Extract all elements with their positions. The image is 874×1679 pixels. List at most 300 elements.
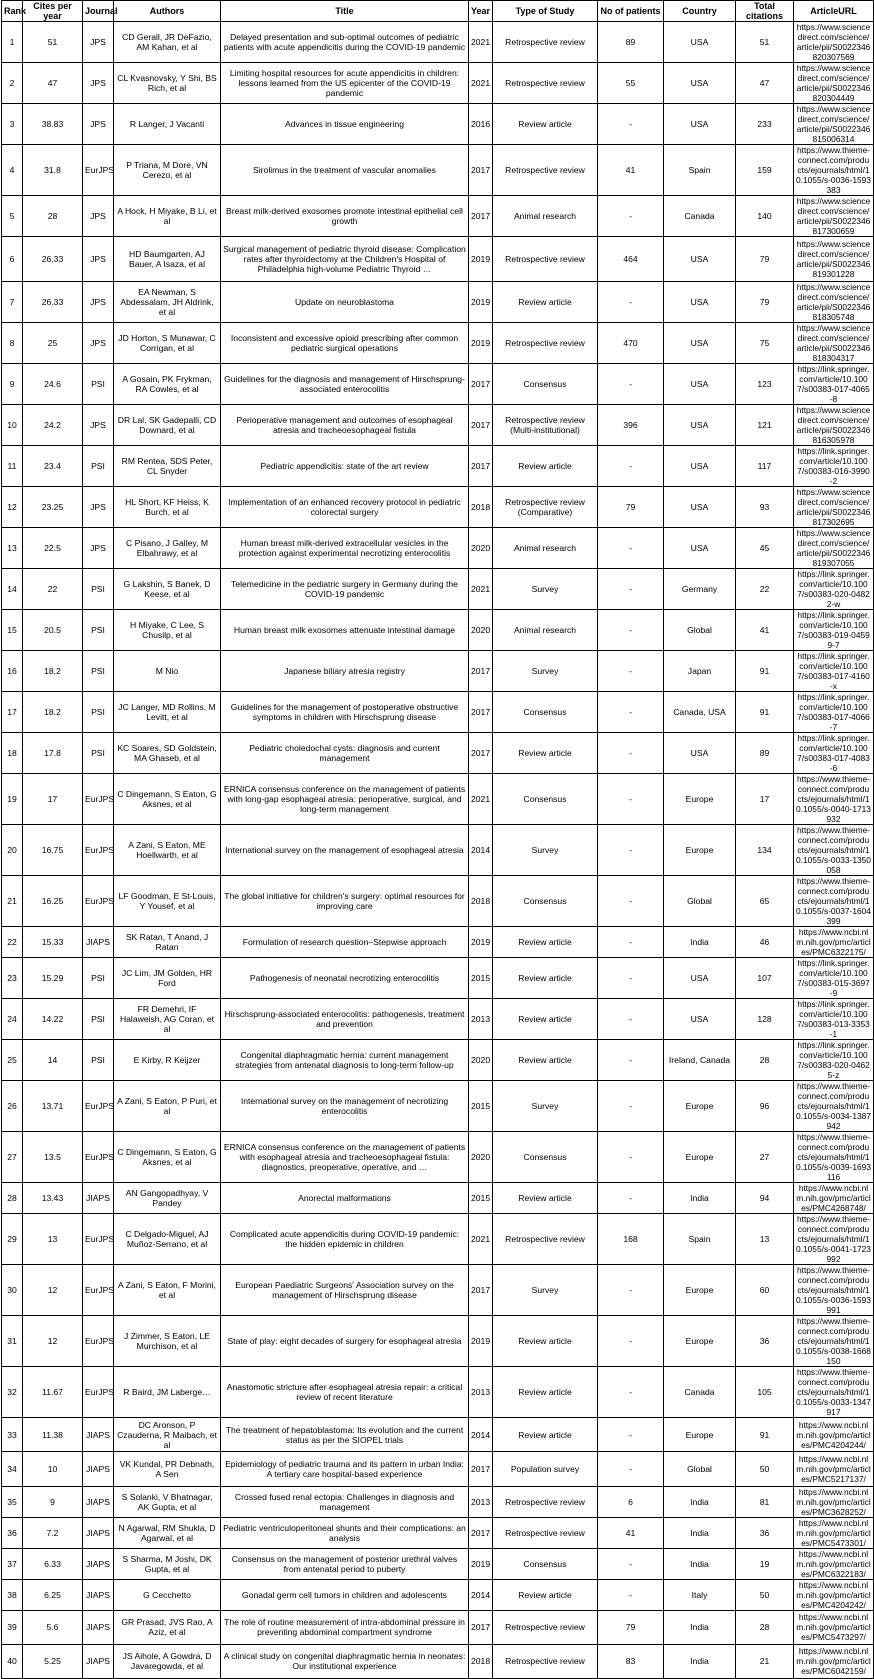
- article-url-cell[interactable]: https://link.springer.com/article/10.1007/s00383-020-04822-w: [794, 569, 874, 610]
- type-of-study-cell: Review article: [493, 958, 598, 999]
- journal-cell: PSI: [83, 958, 114, 999]
- table-row: [2, 22, 874, 63]
- title-cell: Delayed presentation and sub-optimal outcomes of pediatric patients with acute appendicitis during the COVID-19 pandemic: [221, 22, 469, 63]
- year-cell: 2020: [469, 1040, 493, 1081]
- year-cell: 2017: [469, 1265, 493, 1316]
- total-citations-cell: 107: [736, 958, 794, 999]
- total-citations-cell: 45: [736, 528, 794, 569]
- type-of-study-cell: Survey: [493, 1081, 598, 1132]
- type-of-study-cell: Retrospective review: [493, 63, 598, 104]
- authors-cell: DR Lal, SK Gadepalli, CD Downard, et al: [114, 405, 221, 446]
- table-row: [2, 1367, 874, 1418]
- cites-per-year-cell: 6.33: [23, 1548, 83, 1579]
- cites-per-year-cell: 28: [23, 196, 83, 237]
- article-url-cell[interactable]: https://www.ncbi.nlm.nih.gov/pmc/articles/PMC5473301/: [794, 1517, 874, 1548]
- journal-cell: JPS: [83, 405, 114, 446]
- cites-per-year-cell: 7.2: [23, 1517, 83, 1548]
- journal-cell: JPS: [83, 104, 114, 145]
- rank-cell: 6: [2, 237, 23, 282]
- type-of-study-cell: Retrospective review (Comparative): [493, 487, 598, 528]
- authors-cell: C Dingemann, S Eaton, G Aksnes, et al: [114, 774, 221, 825]
- journal-cell: EurJPS: [83, 1316, 114, 1367]
- journal-cell: JPS: [83, 528, 114, 569]
- year-cell: 2013: [469, 1486, 493, 1517]
- article-url-cell[interactable]: https://www.ncbi.nlm.nih.gov/pmc/articles/PMC6042159/: [794, 1644, 874, 1678]
- type-of-study-cell: Review article: [493, 446, 598, 487]
- rank-cell: 40: [2, 1644, 23, 1678]
- patients-cell: -: [598, 364, 664, 405]
- total-citations-cell: 123: [736, 364, 794, 405]
- total-citations-cell: 121: [736, 405, 794, 446]
- article-url-cell[interactable]: https://www.sciencedirect.com/science/article/pii/S0022346819307055: [794, 528, 874, 569]
- title-cell: The treatment of hepatoblastoma: Its evolution and the current status as per the SIOPEL trials: [221, 1418, 469, 1452]
- article-url-cell[interactable]: https://www.thieme-connect.com/products/ejournals/html/10.1055/s-0036-1593991: [794, 1265, 874, 1316]
- authors-cell: A Hock, H Miyake, B Li, et al: [114, 196, 221, 237]
- article-url-cell[interactable]: https://www.thieme-connect.com/products/ejournals/html/10.1055/s-0036-1593383: [794, 145, 874, 196]
- cites-per-year-cell: 51: [23, 22, 83, 63]
- type-of-study-cell: Review article: [493, 1183, 598, 1214]
- country-cell: Spain: [664, 145, 736, 196]
- article-url-cell[interactable]: https://www.thieme-connect.com/products/ejournals/html/10.1055/s-0038-1668150: [794, 1316, 874, 1367]
- table-row: [2, 63, 874, 104]
- total-citations-cell: 28: [736, 1040, 794, 1081]
- table-row: [2, 1081, 874, 1132]
- year-cell: 2021: [469, 22, 493, 63]
- article-url-cell[interactable]: https://link.springer.com/article/10.1007/s00383-015-3697-9: [794, 958, 874, 999]
- country-cell: USA: [664, 323, 736, 364]
- total-citations-cell: 233: [736, 104, 794, 145]
- country-cell: Canada: [664, 196, 736, 237]
- article-url-cell[interactable]: https://www.sciencedirect.com/science/article/pii/S0022346816305978: [794, 405, 874, 446]
- country-cell: Europe: [664, 1316, 736, 1367]
- patients-cell: -: [598, 104, 664, 145]
- country-cell: Spain: [664, 1214, 736, 1265]
- rank-cell: 20: [2, 825, 23, 876]
- authors-cell: KC Soares, SD Goldstein, MA Ghaseb, et al: [114, 733, 221, 774]
- cites-per-year-cell: 14.22: [23, 999, 83, 1040]
- rank-cell: 26: [2, 1081, 23, 1132]
- patients-cell: 470: [598, 323, 664, 364]
- journal-cell: JPS: [83, 237, 114, 282]
- total-citations-cell: 93: [736, 487, 794, 528]
- authors-cell: JC Langer, MD Rollins, M Levitt, et al: [114, 692, 221, 733]
- rank-cell: 23: [2, 958, 23, 999]
- journal-cell: EurJPS: [83, 1265, 114, 1316]
- table-row: [2, 774, 874, 825]
- year-cell: 2020: [469, 610, 493, 651]
- country-cell: India: [664, 1610, 736, 1644]
- country-cell: USA: [664, 237, 736, 282]
- year-cell: 2017: [469, 1517, 493, 1548]
- article-url-cell[interactable]: https://www.thieme-connect.com/products/ejournals/html/10.1055/s-0040-1713932: [794, 774, 874, 825]
- journal-cell: JIAPS: [83, 1548, 114, 1579]
- year-cell: 2019: [469, 282, 493, 323]
- patients-cell: -: [598, 1132, 664, 1183]
- type-of-study-cell: Review article: [493, 927, 598, 958]
- rank-cell: 37: [2, 1548, 23, 1579]
- rank-cell: 14: [2, 569, 23, 610]
- journal-cell: JIAPS: [83, 1486, 114, 1517]
- country-cell: India: [664, 1548, 736, 1579]
- cites-per-year-cell: 11.67: [23, 1367, 83, 1418]
- rank-cell: 38: [2, 1579, 23, 1610]
- year-cell: 2018: [469, 487, 493, 528]
- title-cell: The role of routine measurement of intra-abdominal pressure in preventing abdominal compartment syndrome: [221, 1610, 469, 1644]
- type-of-study-cell: Consensus: [493, 692, 598, 733]
- header-row: [2, 1, 874, 22]
- journal-cell: EurJPS: [83, 1214, 114, 1265]
- title-cell: Human breast milk-derived extracellular vesicles in the protection against experimental necrotizing enterocolitis: [221, 528, 469, 569]
- country-cell: Global: [664, 1452, 736, 1486]
- cites-per-year-cell: 22: [23, 569, 83, 610]
- type-of-study-cell: Retrospective review (Multi-institutional): [493, 405, 598, 446]
- journal-cell: PSI: [83, 1040, 114, 1081]
- total-citations-cell: 159: [736, 145, 794, 196]
- rank-cell: 24: [2, 999, 23, 1040]
- table-row: [2, 1579, 874, 1610]
- country-cell: India: [664, 1517, 736, 1548]
- total-citations-cell: 50: [736, 1452, 794, 1486]
- cites-per-year-cell: 14: [23, 1040, 83, 1081]
- rank-cell: 8: [2, 323, 23, 364]
- article-url-cell[interactable]: https://link.springer.com/article/10.1007/s00383-017-4160-x: [794, 651, 874, 692]
- authors-cell: C Delgado-Miguel, AJ Muñoz-Serrano, et al: [114, 1214, 221, 1265]
- type-of-study-cell: Animal research: [493, 196, 598, 237]
- title-cell: Pediatric choledochal cysts: diagnosis and current management: [221, 733, 469, 774]
- total-citations-cell: 13: [736, 1214, 794, 1265]
- table-row: [2, 323, 874, 364]
- patients-cell: -: [598, 825, 664, 876]
- rank-cell: 5: [2, 196, 23, 237]
- patients-cell: 6: [598, 1486, 664, 1517]
- year-cell: 2014: [469, 825, 493, 876]
- year-cell: 2014: [469, 1418, 493, 1452]
- rank-cell: 11: [2, 446, 23, 487]
- cites-per-year-cell: 23.25: [23, 487, 83, 528]
- article-url-cell[interactable]: https://www.sciencedirect.com/science/article/pii/S0022346815006314: [794, 104, 874, 145]
- patients-cell: -: [598, 1183, 664, 1214]
- year-cell: 2018: [469, 1644, 493, 1678]
- patients-cell: -: [598, 692, 664, 733]
- patients-cell: 55: [598, 63, 664, 104]
- article-url-cell[interactable]: https://www.thieme-connect.com/products/ejournals/html/10.1055/s-0037-1604399: [794, 876, 874, 927]
- article-url-cell[interactable]: https://www.ncbi.nlm.nih.gov/pmc/articles/PMC6322175/: [794, 927, 874, 958]
- type-of-study-cell: Retrospective review: [493, 1517, 598, 1548]
- country-cell: India: [664, 1644, 736, 1678]
- header-article-url: ArticleURL: [794, 1, 874, 22]
- article-url-cell[interactable]: https://www.thieme-connect.com/products/ejournals/html/10.1055/s-0039-1693116: [794, 1132, 874, 1183]
- header-no-of-patients: No of patients: [598, 1, 664, 22]
- article-url-cell[interactable]: https://www.ncbi.nlm.nih.gov/pmc/articles/PMC4204244/: [794, 1418, 874, 1452]
- table-row: [2, 1132, 874, 1183]
- authors-cell: VK Kundal, PR Debnath, A Sen: [114, 1452, 221, 1486]
- article-url-cell[interactable]: https://www.sciencedirect.com/science/article/pii/S0022346820304449: [794, 63, 874, 104]
- country-cell: USA: [664, 22, 736, 63]
- table-row: [2, 569, 874, 610]
- authors-cell: J Zimmer, S Eaton, LE Murchison, et al: [114, 1316, 221, 1367]
- cites-per-year-cell: 9: [23, 1486, 83, 1517]
- rank-cell: 10: [2, 405, 23, 446]
- cites-per-year-cell: 20.5: [23, 610, 83, 651]
- authors-cell: JD Horton, S Munawar, C Corrigan, et al: [114, 323, 221, 364]
- type-of-study-cell: Consensus: [493, 364, 598, 405]
- authors-cell: DC Aronson, P Czauderna, R Maibach, et al: [114, 1418, 221, 1452]
- year-cell: 2021: [469, 1214, 493, 1265]
- article-url-cell[interactable]: https://link.springer.com/article/10.1007/s00383-017-4066-7: [794, 692, 874, 733]
- article-url-cell[interactable]: https://www.thieme-connect.com/products/ejournals/html/10.1055/s-0034-1387942: [794, 1081, 874, 1132]
- table-row: [2, 1452, 874, 1486]
- authors-cell: RM Rentea, SDS Peter, CL Snyder: [114, 446, 221, 487]
- article-url-cell[interactable]: https://www.ncbi.nlm.nih.gov/pmc/articles/PMC6322183/: [794, 1548, 874, 1579]
- patients-cell: 89: [598, 22, 664, 63]
- year-cell: 2016: [469, 104, 493, 145]
- year-cell: 2015: [469, 958, 493, 999]
- country-cell: USA: [664, 405, 736, 446]
- title-cell: ERNICA consensus conference on the management of patients with esophageal atresia and tracheoesophageal fistula: diagnostics, preoperative, operative, and …: [221, 1132, 469, 1183]
- cites-per-year-cell: 47: [23, 63, 83, 104]
- total-citations-cell: 50: [736, 1579, 794, 1610]
- type-of-study-cell: Retrospective review: [493, 145, 598, 196]
- rank-cell: 16: [2, 651, 23, 692]
- rank-cell: 9: [2, 364, 23, 405]
- article-url-cell[interactable]: https://www.thieme-connect.com/products/ejournals/html/10.1055/s-0033-1350058: [794, 825, 874, 876]
- rank-cell: 28: [2, 1183, 23, 1214]
- table-row: [2, 1040, 874, 1081]
- rank-cell: 2: [2, 63, 23, 104]
- total-citations-cell: 89: [736, 733, 794, 774]
- title-cell: A clinical study on congenital diaphragmatic hernia in neonates: Our institutional experience: [221, 1644, 469, 1678]
- cites-per-year-cell: 11.38: [23, 1418, 83, 1452]
- header-authors: Authors: [114, 1, 221, 22]
- patients-cell: 83: [598, 1644, 664, 1678]
- cites-per-year-cell: 24.2: [23, 405, 83, 446]
- title-cell: Japanese biliary atresia registry: [221, 651, 469, 692]
- type-of-study-cell: Retrospective review: [493, 1486, 598, 1517]
- table-row: [2, 1610, 874, 1644]
- header-country: Country: [664, 1, 736, 22]
- title-cell: Sirolimus in the treatment of vascular anomalies: [221, 145, 469, 196]
- rank-cell: 21: [2, 876, 23, 927]
- article-url-cell[interactable]: https://www.thieme-connect.com/products/ejournals/html/10.1055/s-0033-1347917: [794, 1367, 874, 1418]
- table-row: [2, 610, 874, 651]
- title-cell: Formulation of research question–Stepwise approach: [221, 927, 469, 958]
- year-cell: 2013: [469, 1367, 493, 1418]
- cites-per-year-cell: 26.33: [23, 282, 83, 323]
- title-cell: Epidemiology of pediatric trauma and its pattern in urban India: A tertiary care hospital-based experience: [221, 1452, 469, 1486]
- article-url-cell[interactable]: https://link.springer.com/article/10.1007/s00383-019-04599-7: [794, 610, 874, 651]
- cites-per-year-cell: 38.83: [23, 104, 83, 145]
- year-cell: 2015: [469, 1081, 493, 1132]
- type-of-study-cell: Consensus: [493, 1548, 598, 1579]
- type-of-study-cell: Population survey: [493, 1452, 598, 1486]
- authors-cell: HL Short, KF Heiss, K Burch, et al: [114, 487, 221, 528]
- year-cell: 2021: [469, 569, 493, 610]
- title-cell: Crossed fused renal ectopia: Challenges in diagnosis and management: [221, 1486, 469, 1517]
- patients-cell: -: [598, 774, 664, 825]
- country-cell: India: [664, 1183, 736, 1214]
- total-citations-cell: 94: [736, 1183, 794, 1214]
- patients-cell: -: [598, 927, 664, 958]
- cites-per-year-cell: 25: [23, 323, 83, 364]
- year-cell: 2019: [469, 927, 493, 958]
- country-cell: USA: [664, 958, 736, 999]
- year-cell: 2017: [469, 1610, 493, 1644]
- article-url-cell[interactable]: https://www.thieme-connect.com/products/ejournals/html/10.1055/s-0041-1723992: [794, 1214, 874, 1265]
- article-url-cell[interactable]: https://www.sciencedirect.com/science/article/pii/S0022346817302695: [794, 487, 874, 528]
- article-url-cell[interactable]: https://www.ncbi.nlm.nih.gov/pmc/articles/PMC3628252/: [794, 1486, 874, 1517]
- rank-cell: 15: [2, 610, 23, 651]
- journal-cell: JIAPS: [83, 1610, 114, 1644]
- country-cell: USA: [664, 282, 736, 323]
- type-of-study-cell: Review article: [493, 1367, 598, 1418]
- type-of-study-cell: Review article: [493, 104, 598, 145]
- year-cell: 2014: [469, 1579, 493, 1610]
- patients-cell: 41: [598, 145, 664, 196]
- patients-cell: -: [598, 1081, 664, 1132]
- authors-cell: CD Gerall, JR DeFazio, AM Kahan, et al: [114, 22, 221, 63]
- cites-per-year-cell: 17: [23, 774, 83, 825]
- authors-cell: FR Demehri, IF Halaweish, AG Coran, et al: [114, 999, 221, 1040]
- total-citations-cell: 75: [736, 323, 794, 364]
- type-of-study-cell: Retrospective review: [493, 1644, 598, 1678]
- year-cell: 2019: [469, 237, 493, 282]
- rank-cell: 25: [2, 1040, 23, 1081]
- table-row: [2, 733, 874, 774]
- title-cell: Pediatric ventriculoperitoneal shunts and their complications: an analysis: [221, 1517, 469, 1548]
- journal-cell: PSI: [83, 999, 114, 1040]
- cites-per-year-cell: 5.6: [23, 1610, 83, 1644]
- article-url-cell[interactable]: https://www.sciencedirect.com/science/article/pii/S0022346818304317: [794, 323, 874, 364]
- type-of-study-cell: Retrospective review: [493, 237, 598, 282]
- total-citations-cell: 51: [736, 22, 794, 63]
- year-cell: 2020: [469, 528, 493, 569]
- title-cell: Breast milk-derived exosomes promote intestinal epithelial cell growth: [221, 196, 469, 237]
- country-cell: India: [664, 1486, 736, 1517]
- cites-per-year-cell: 13.71: [23, 1081, 83, 1132]
- journal-cell: PSI: [83, 733, 114, 774]
- country-cell: Europe: [664, 774, 736, 825]
- country-cell: Global: [664, 610, 736, 651]
- article-url-cell[interactable]: https://link.springer.com/article/10.1007/s00383-013-3353-1: [794, 999, 874, 1040]
- header-title: Title: [221, 1, 469, 22]
- patients-cell: -: [598, 1367, 664, 1418]
- patients-cell: -: [598, 999, 664, 1040]
- rank-cell: 34: [2, 1452, 23, 1486]
- article-url-cell[interactable]: https://link.springer.com/article/10.1007/s00383-020-04625-z: [794, 1040, 874, 1081]
- article-url-cell[interactable]: https://link.springer.com/article/10.1007/s00383-017-4065-8: [794, 364, 874, 405]
- patients-cell: -: [598, 651, 664, 692]
- article-url-cell[interactable]: https://www.ncbi.nlm.nih.gov/pmc/articles/PMC4204242/: [794, 1579, 874, 1610]
- title-cell: State of play: eight decades of surgery for esophageal atresia: [221, 1316, 469, 1367]
- authors-cell: C Dingemann, S Eaton, G Aksnes, et al: [114, 1132, 221, 1183]
- type-of-study-cell: Animal research: [493, 610, 598, 651]
- type-of-study-cell: Review article: [493, 1316, 598, 1367]
- year-cell: 2013: [469, 999, 493, 1040]
- total-citations-cell: 96: [736, 1081, 794, 1132]
- title-cell: Surgical management of pediatric thyroid disease: Complication rates after thyroidectomy at the Children's Hospital of Philadelphia high-volume Pediatric Thyroid …: [221, 237, 469, 282]
- year-cell: 2020: [469, 1132, 493, 1183]
- year-cell: 2021: [469, 63, 493, 104]
- authors-cell: GR Prasad, JVS Rao, A Aziz, et al: [114, 1610, 221, 1644]
- patients-cell: -: [598, 569, 664, 610]
- journal-cell: PSI: [83, 651, 114, 692]
- authors-cell: CL Kvasnovsky, Y Shi, BS Rich, et al: [114, 63, 221, 104]
- article-url-cell[interactable]: https://www.ncbi.nlm.nih.gov/pmc/articles/PMC5217137/: [794, 1452, 874, 1486]
- article-url-cell[interactable]: https://www.sciencedirect.com/science/article/pii/S0022346820307569: [794, 22, 874, 63]
- title-cell: Inconsistent and excessive opioid prescribing after common pediatric surgical operations: [221, 323, 469, 364]
- year-cell: 2021: [469, 774, 493, 825]
- rank-cell: 33: [2, 1418, 23, 1452]
- country-cell: USA: [664, 999, 736, 1040]
- country-cell: USA: [664, 528, 736, 569]
- title-cell: Limiting hospital resources for acute appendicitis in children: lessons learned from the US epicenter of the COVID-19 pandemic: [221, 63, 469, 104]
- table-row: [2, 825, 874, 876]
- type-of-study-cell: Retrospective review: [493, 1610, 598, 1644]
- total-citations-cell: 47: [736, 63, 794, 104]
- cites-per-year-cell: 18.2: [23, 692, 83, 733]
- authors-cell: S Solanki, V Bhatnagar, AK Gupta, et al: [114, 1486, 221, 1517]
- article-url-cell[interactable]: https://www.sciencedirect.com/science/article/pii/S0022346818305748: [794, 282, 874, 323]
- total-citations-cell: 41: [736, 610, 794, 651]
- journal-cell: JPS: [83, 63, 114, 104]
- journal-cell: JIAPS: [83, 1517, 114, 1548]
- title-cell: Anorectal malformations: [221, 1183, 469, 1214]
- authors-cell: SK Ratan, T Anand, J Ratan: [114, 927, 221, 958]
- patients-cell: -: [598, 733, 664, 774]
- rank-cell: 18: [2, 733, 23, 774]
- title-cell: Update on neuroblastoma: [221, 282, 469, 323]
- cites-per-year-cell: 26.33: [23, 237, 83, 282]
- article-url-cell[interactable]: https://link.springer.com/article/10.1007/s00383-016-3990-2: [794, 446, 874, 487]
- cites-per-year-cell: 22.5: [23, 528, 83, 569]
- type-of-study-cell: Consensus: [493, 774, 598, 825]
- total-citations-cell: 60: [736, 1265, 794, 1316]
- article-url-cell[interactable]: https://www.ncbi.nlm.nih.gov/pmc/articles/PMC5473297/: [794, 1610, 874, 1644]
- authors-cell: H Miyake, C Lee, S Chusilp, et al: [114, 610, 221, 651]
- rank-cell: 27: [2, 1132, 23, 1183]
- type-of-study-cell: Consensus: [493, 876, 598, 927]
- type-of-study-cell: Survey: [493, 1265, 598, 1316]
- title-cell: Consensus on the management of posterior urethral valves from antenatal period to puberty: [221, 1548, 469, 1579]
- title-cell: The global initiative for children's surgery: optimal resources for improving care: [221, 876, 469, 927]
- total-citations-cell: 46: [736, 927, 794, 958]
- article-url-cell[interactable]: https://www.ncbi.nlm.nih.gov/pmc/articles/PMC4268748/: [794, 1183, 874, 1214]
- country-cell: Europe: [664, 1132, 736, 1183]
- type-of-study-cell: Animal research: [493, 528, 598, 569]
- year-cell: 2017: [469, 364, 493, 405]
- article-url-cell[interactable]: https://link.springer.com/article/10.1007/s00383-017-4083-6: [794, 733, 874, 774]
- total-citations-cell: 36: [736, 1316, 794, 1367]
- table-row: [2, 528, 874, 569]
- cites-per-year-cell: 31.8: [23, 145, 83, 196]
- authors-cell: HD Baumgarten, AJ Bauer, A Isaza, et al: [114, 237, 221, 282]
- article-url-cell[interactable]: https://www.sciencedirect.com/science/article/pii/S0022346817300659: [794, 196, 874, 237]
- patients-cell: -: [598, 282, 664, 323]
- year-cell: 2015: [469, 1183, 493, 1214]
- country-cell: Ireland, Canada: [664, 1040, 736, 1081]
- patients-cell: -: [598, 610, 664, 651]
- journal-cell: JPS: [83, 196, 114, 237]
- table-row: [2, 1548, 874, 1579]
- authors-cell: AN Gangopadhyay, V Pandey: [114, 1183, 221, 1214]
- authors-cell: A Zani, S Eaton, F Morini, et al: [114, 1265, 221, 1316]
- article-url-cell[interactable]: https://www.sciencedirect.com/science/article/pii/S0022346819301228: [794, 237, 874, 282]
- type-of-study-cell: Review article: [493, 1579, 598, 1610]
- cites-per-year-cell: 5.25: [23, 1644, 83, 1678]
- table-row: [2, 1183, 874, 1214]
- title-cell: Pediatric appendicitis: state of the art review: [221, 446, 469, 487]
- journal-cell: EurJPS: [83, 825, 114, 876]
